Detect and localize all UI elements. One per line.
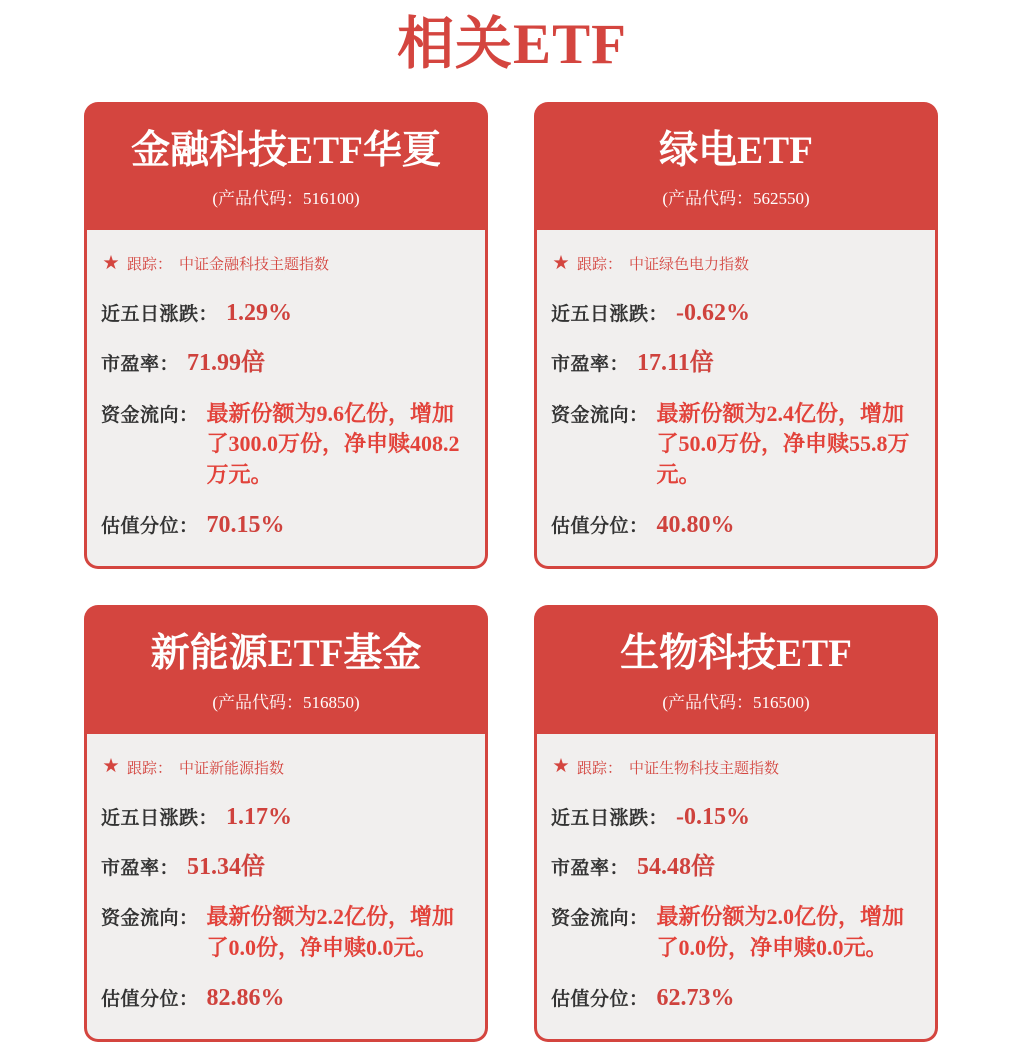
five-day-change-value: -0.15%	[676, 803, 751, 830]
track-index: 中证绿色电力指数	[629, 256, 750, 274]
five-day-change-row	[551, 803, 922, 832]
track-row	[103, 757, 472, 778]
etf-card-516100	[84, 102, 488, 569]
pe-ratio-label: 市盈率：	[101, 857, 180, 879]
five-day-change-value: 1.17%	[226, 803, 293, 830]
etf-name: 生物科技ETF	[620, 631, 852, 675]
etf-card-516500	[534, 605, 938, 1042]
fund-flow-value: 最新份额为9.6亿份，增加了300.0万份，净申赎408.2万元。	[206, 400, 460, 487]
star-icon: ★	[103, 758, 120, 776]
etf-name: 绿电ETF	[659, 128, 813, 172]
etf-cards-grid	[84, 102, 940, 1042]
etf-card-562550	[534, 102, 938, 569]
fund-flow-row	[101, 399, 472, 490]
track-row	[103, 253, 472, 274]
card-body	[84, 734, 488, 1042]
track-index: 中证金融科技主题指数	[179, 256, 330, 274]
five-day-change-label: 近五日涨跌：	[551, 304, 669, 326]
etf-name: 金融科技ETF华夏	[131, 128, 441, 172]
pe-ratio-row	[101, 349, 472, 378]
track-label: 跟踪：	[577, 759, 623, 777]
card-body	[84, 230, 488, 568]
card-body	[534, 230, 938, 568]
fund-flow-value: 最新份额为2.2亿份，增加了0.0份，净申赎0.0元。	[206, 904, 455, 960]
pe-ratio-value: 71.99倍	[187, 350, 266, 377]
five-day-change-row	[101, 803, 472, 832]
valuation-percentile-row	[551, 984, 922, 1013]
five-day-change-label: 近五日涨跌：	[551, 807, 669, 829]
fund-flow-row	[101, 902, 472, 963]
valuation-percentile-label: 估值分位：	[551, 516, 649, 538]
fund-flow-label: 资金流向：	[551, 404, 649, 426]
card-body	[534, 734, 938, 1042]
five-day-change-label: 近五日涨跌：	[101, 304, 219, 326]
valuation-percentile-value: 70.15%	[206, 512, 285, 539]
card-header	[534, 102, 938, 231]
pe-ratio-label: 市盈率：	[551, 857, 630, 879]
page-title: 相关ETF	[397, 13, 627, 76]
valuation-percentile-row	[551, 511, 922, 540]
pe-ratio-value: 54.48倍	[637, 853, 716, 880]
track-label: 跟踪：	[127, 256, 173, 274]
fund-flow-label: 资金流向：	[551, 908, 649, 930]
five-day-change-row	[551, 299, 922, 328]
star-icon: ★	[553, 254, 570, 272]
card-header	[84, 605, 488, 734]
etf-name: 新能源ETF基金	[150, 631, 422, 675]
etf-product-code: (产品代码：516100)	[212, 189, 360, 209]
fund-flow-value: 最新份额为2.4亿份，增加了50.0万份，净申赎55.8万元。	[656, 400, 910, 487]
valuation-percentile-value: 82.86%	[206, 985, 285, 1012]
track-index: 中证生物科技主题指数	[629, 759, 780, 777]
valuation-percentile-value: 62.73%	[656, 985, 735, 1012]
pe-ratio-label: 市盈率：	[551, 354, 630, 376]
five-day-change-label: 近五日涨跌：	[101, 807, 219, 829]
track-label: 跟踪：	[127, 759, 173, 777]
pe-ratio-row	[101, 853, 472, 882]
valuation-percentile-label: 估值分位：	[101, 989, 199, 1011]
star-icon: ★	[103, 254, 120, 272]
valuation-percentile-row	[101, 984, 472, 1013]
pe-ratio-row	[551, 349, 922, 378]
star-icon: ★	[553, 758, 570, 776]
fund-flow-row	[551, 902, 922, 963]
fund-flow-label: 资金流向：	[101, 404, 199, 426]
etf-product-code: (产品代码：516850)	[212, 692, 360, 712]
valuation-percentile-label: 估值分位：	[551, 989, 649, 1011]
track-row	[553, 757, 922, 778]
track-index: 中证新能源指数	[179, 759, 285, 777]
pe-ratio-label: 市盈率：	[101, 354, 180, 376]
etf-product-code: (产品代码：516500)	[662, 692, 810, 712]
five-day-change-value: 1.29%	[226, 300, 293, 327]
valuation-percentile-row	[101, 511, 472, 540]
valuation-percentile-label: 估值分位：	[101, 516, 199, 538]
card-header	[84, 102, 488, 231]
etf-card-516850	[84, 605, 488, 1042]
pe-ratio-row	[551, 853, 922, 882]
fund-flow-row	[551, 399, 922, 490]
five-day-change-value: -0.62%	[676, 300, 751, 327]
card-header	[534, 605, 938, 734]
fund-flow-label: 资金流向：	[101, 908, 199, 930]
etf-product-code: (产品代码：562550)	[662, 189, 810, 209]
pe-ratio-value: 17.11倍	[637, 350, 714, 377]
track-row	[553, 253, 922, 274]
valuation-percentile-value: 40.80%	[656, 512, 735, 539]
track-label: 跟踪：	[577, 256, 623, 274]
five-day-change-row	[101, 299, 472, 328]
fund-flow-value: 最新份额为2.0亿份，增加了0.0份，净申赎0.0元。	[656, 904, 905, 960]
pe-ratio-value: 51.34倍	[187, 853, 266, 880]
